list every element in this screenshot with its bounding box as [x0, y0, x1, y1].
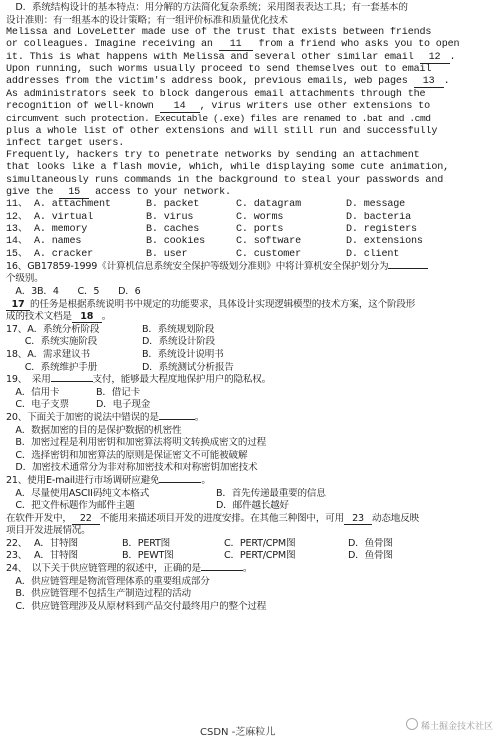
passage-text: , virus writers use other extensions to [199, 100, 430, 112]
option-d: D. extensions [346, 236, 423, 248]
question-23 [6, 550, 493, 563]
question-15 [6, 249, 493, 261]
passage-line [6, 52, 493, 64]
options-row [6, 324, 493, 337]
passage-line: plus a whole list of other extensions and will still run and successfully [6, 125, 438, 137]
option-b: B．PEWT图 [122, 550, 174, 562]
question-number: 14、 [6, 236, 28, 248]
blank-11: 11 [219, 39, 253, 51]
option-b: B．系统规划阶段 [142, 323, 215, 335]
question-16 [6, 261, 493, 299]
passage-line: simultaneously runs commands in the background to steal your passwords and [6, 174, 444, 186]
passage-text: addresses from the victim's address book, previous emails, web pages [6, 76, 414, 88]
option-d: D．加密技术通常分为非对称加密技术和对称密钥加密技术 [6, 462, 258, 474]
question-16-options: A．3B．4 C．5 D．6 [6, 286, 141, 298]
question-number: 15、 [6, 248, 28, 260]
stem-line: 项目开发进展情况。 [6, 525, 91, 537]
option-b: B. cookies [146, 236, 206, 248]
question-19 [6, 374, 493, 412]
option-b: B．PERT图 [122, 537, 171, 549]
option-a: A．数据加密的目的是保护数据的机密性 [6, 424, 182, 436]
question-16-text [6, 261, 493, 274]
option-a: A．信用卡 [6, 386, 60, 398]
passage-text: access to your network. [89, 187, 231, 199]
question-22 [6, 538, 493, 551]
blank-23: 23 [344, 513, 372, 525]
stem-text: 动态地反映 [372, 512, 419, 524]
stem-text: 在软件开发中， [6, 512, 72, 524]
stem-line [6, 513, 493, 526]
blank-22: 22 [72, 513, 100, 525]
option-a: A．甘特图 [34, 537, 78, 549]
option-b: B．借记卡 [96, 386, 140, 398]
option-a: 18、A．需求建议书 [6, 348, 90, 360]
passage-line [6, 76, 493, 88]
watermark-text: 稀土掘金技术社区 [420, 722, 493, 732]
option-a: A. memory [34, 223, 88, 235]
option-a: 17、A．系统分析阶段 [6, 323, 100, 335]
options-row [6, 399, 493, 412]
blank-17: 17 [6, 299, 30, 311]
watermark-juejin [406, 718, 493, 732]
option-b: B. user [146, 248, 188, 260]
question-number: 22、 [6, 537, 28, 549]
question-number: 11、 [6, 199, 28, 211]
passage-line: circumvent such protection. Executable (.exe) files are renamed to .bat and .cmd [6, 113, 431, 125]
question-17-18-stem [6, 299, 493, 324]
passage-line: infect target users. [6, 137, 125, 149]
answer-blank [51, 381, 93, 382]
juejin-logo-icon [406, 718, 418, 730]
passage-line: Upon running, such worms usually proceed to send themselves out to email [6, 64, 432, 76]
option-b: B. virus [146, 211, 194, 223]
question-17 [6, 324, 493, 349]
option-c: C．PERT/CPM图 [224, 550, 296, 562]
option-b: B．系统设计说明书 [142, 348, 224, 360]
stem-line [6, 299, 493, 312]
question-21 [6, 475, 493, 513]
blank-13: 13 [414, 76, 444, 88]
blank-14: 14 [160, 101, 200, 113]
passage-text: recognition of well-known [6, 100, 160, 112]
options-row [6, 362, 493, 375]
option-b: B. caches [146, 223, 200, 235]
options-row [6, 336, 493, 349]
question-24-text [6, 563, 493, 576]
english-questions [6, 199, 493, 260]
option-a: A．尽量使用ASCII码纯文本格式 [6, 487, 150, 499]
question-20 [6, 412, 493, 475]
option-c: C．电子支票 [6, 399, 69, 411]
answer-blank [388, 268, 428, 269]
question-24 [6, 563, 493, 613]
options-row [6, 349, 493, 362]
blank-15: 15 [59, 187, 89, 199]
option-d: D. registers [346, 223, 417, 235]
option-b: B．首先传递最重要的信息 [216, 487, 326, 499]
passage-text: give the [6, 187, 60, 199]
option-c: C．系统维护手册 [6, 361, 98, 373]
option-c: C. customer [236, 248, 301, 260]
option-d: D．系统设计阶段 [142, 336, 215, 348]
option-d: D. message [346, 199, 406, 211]
option-d: D．鱼骨图 [348, 550, 393, 562]
question-16-text-cont: 个级别。 [6, 273, 44, 285]
option-b: B. packet [146, 199, 200, 211]
question-text: 。 [194, 411, 205, 423]
reading-passage [6, 27, 493, 199]
option-d-text: D．系统结构设计的基本特点：用分解的方法简化复杂系统；采用图表表达工具；有一套基本的 [6, 2, 408, 13]
options-row [6, 488, 493, 501]
option-d: D．电子现金 [96, 399, 151, 411]
question-number: 13、 [6, 223, 28, 235]
option-a: A. attachment [34, 199, 111, 211]
option-a: A. names [34, 236, 82, 248]
option-a: A. virtual [34, 211, 94, 223]
question-text: 19、 采用 [6, 374, 51, 386]
question-text: 。 [201, 474, 211, 486]
answer-blank [159, 419, 195, 420]
stem-text: 成的技术文档是 [6, 311, 72, 323]
question-13 [6, 224, 493, 236]
passage-line [6, 187, 493, 199]
option-d: D. client [346, 248, 400, 260]
question-text: 21、使用E-mail进行市场调研应避免 [6, 474, 160, 486]
question-number: 12、 [6, 211, 28, 223]
option-d: D．邮件越长越好 [216, 500, 289, 512]
passage-text: . [443, 76, 450, 88]
option-c: C．供应链管理涉及从原材料到产品交付最终用户的整个过程 [6, 600, 267, 612]
option-a: A．供应链管理是物流管理体系的重要组成部分 [6, 575, 210, 587]
option-c: C. datagram [236, 199, 301, 211]
question-number: 23、 [6, 550, 28, 562]
question-14 [6, 236, 493, 248]
question-text: 支付，能够最大程度地保护用户的隐私权。 [92, 374, 272, 386]
passage-line [6, 39, 493, 51]
question-21-text [6, 475, 493, 488]
blank-18: 18 [72, 311, 102, 323]
option-b: B．加密过程是利用密钥和加密算法将明文转换成密文的过程 [6, 437, 267, 449]
option-c: C. software [236, 236, 301, 248]
option-d-text-cont: 设计准则：有一组基本的设计策略；有一组评价标准和质量优化技术 [6, 14, 288, 26]
question-19-text [6, 374, 493, 387]
question-12 [6, 212, 493, 224]
option-c: C．选择密钥和加密算法的原则是保证密文不可能被破解 [6, 449, 248, 461]
option-d: D．鱼骨图 [348, 537, 393, 549]
passage-text: or colleagues. Imagine receiving an [6, 39, 219, 51]
question-18 [6, 349, 493, 374]
passage-line: that looks like a flash movie, which, while displaying some cute animation, [6, 162, 450, 174]
options-row [6, 387, 493, 400]
passage-text: . [449, 51, 456, 63]
question-11 [6, 199, 493, 211]
option-c: C．系统实施阶段 [6, 336, 98, 348]
option-d: D. bacteria [346, 211, 411, 223]
question-20-text [6, 412, 493, 425]
question-text: 。 [242, 563, 253, 575]
option-c: C．PERT/CPM图 [224, 537, 296, 549]
blank-12: 12 [420, 52, 450, 64]
passage-line: Frequently, hackers try to penetrate networks by sending an attachment [6, 150, 420, 162]
option-b: B．供应链管理不包括生产制造过程的活动 [6, 588, 191, 600]
option-c: C. ports [236, 223, 284, 235]
stem-line [6, 311, 493, 324]
passage-line [6, 101, 493, 113]
stem-text: 的任务是根据系统说明书中规定的功能要求，具体设计实现逻辑模型的技术方案，这个阶段形 [30, 298, 416, 310]
question-text: 16、GB17859-1999《计算机信息系统安全保护等级划分准则》中将计算机安全保护划分为 [6, 260, 389, 272]
option-c: C．把文件标题作为邮件主题 [6, 500, 135, 512]
stem-text: 。 [101, 311, 112, 323]
passage-text: it. This is what happens with Melissa and several other similar email [6, 51, 420, 63]
passage-text: from a friend who asks you to open [252, 39, 460, 51]
answer-blank [159, 482, 201, 483]
watermark-csdn: CSDN -芝麻粒儿 [200, 727, 276, 738]
question-22-23-stem [6, 513, 493, 538]
option-c: C. worms [236, 211, 284, 223]
option-a: A. cracker [34, 248, 94, 260]
question-text: 20、下面关于加密的说法中错误的是 [6, 411, 159, 423]
passage-line: Melissa and LoveLetter made use of the trust that exists between friends [6, 27, 432, 39]
question-text: 24、 以下关于供应链管理的叙述中，正确的是 [6, 563, 201, 575]
passage-line: As administrators seek to block dangerous email attachments through the [6, 88, 426, 100]
option-d: D．系统测试分析报告 [142, 361, 234, 373]
stem-text: 不能用来描述项目开发的进度安排。在其他三种图中，可用 [99, 512, 345, 524]
answer-blank [201, 570, 243, 571]
option-a: A．甘特图 [34, 550, 78, 562]
options-row [6, 500, 493, 513]
